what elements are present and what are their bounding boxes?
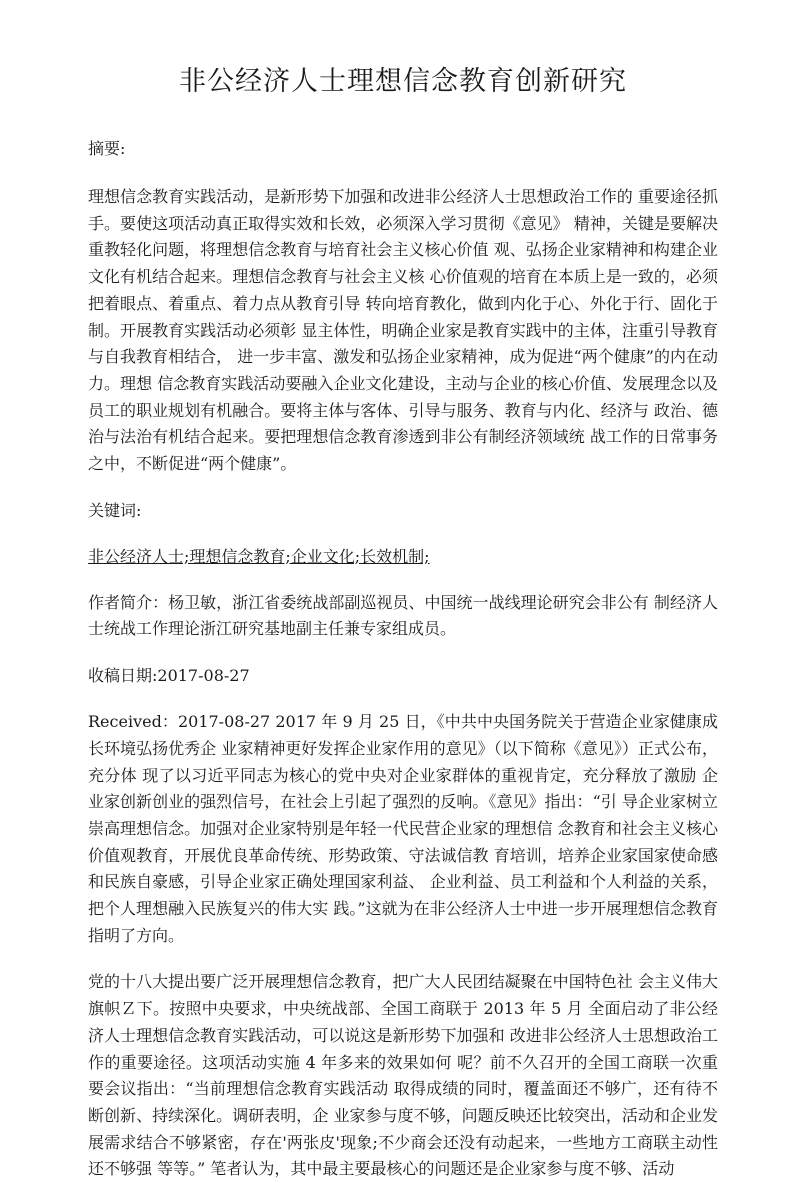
abstract-label: 摘要: [88, 139, 126, 158]
received-date: 收稿日期:2017-08-27 [88, 666, 250, 686]
abstract-text: 理想信念教育实践活动，是新形势下加强和改进非公经济人士思想政治工作的 重要途径抓手。要使这项活动真正取得实效和长效，必须深入学习贯彻《意见》 精神，关键是要解决重教轻化问题，将理想信念教育与培育社会主义核心价值 观、弘扬企业家精神和构建企业文化有机结合起来。理想信念教育与社会主义核 心价值观的培育在本质上是一致的，必须把着眼点、着重点、着力点从教育引导 转向培育教化，做到内化于心、外化于行、固化于制。开展教育实践活动必须彰 显主体性，明确企业家是教育实践中的主体，注重引导教育与自我教育相结合， 进一步丰富、激发和弘扬企业家精神，成为促进“两个健康”的内在动力。理想 信念教育实践活动要融入企业文化建设，主动与企业的核心价值、发展理念以及 员工的职业规划有机融合。要将主体与客体、引导与服务、教育与内化、经济与 政治、德治与法治有机结合起来。要把理想信念教育渗透到非公有制经济领域统 战工作的日常事务之中，不断促进“两个健康”。 [88, 187, 718, 474]
keywords-text[interactable]: 非公经济人士;理想信念教育;企业文化;长效机制; [88, 546, 430, 566]
author-bio: 作者简介：杨卫敏，浙江省委统战部副巡视员、中国统一战线理论研究会非公有 制经济人士统战工作理论浙江研究基地副主任兼专家组成员。 [88, 592, 718, 639]
keywords-label: 关键词: [88, 500, 142, 520]
paper-page [88, 62, 718, 1183]
body-paragraph-1: Received：2017-08-27 2017 年 9 月 25 日，《中共中央国务院关于营造企业家健康成长环境弘扬优秀企 业家精神更好发挥企业家作用的意见》（以下简称《意见》）正式公布，充分体 现了以习近平同志为核心的党中央对企业家群体的重视肯定，充分释放了激励 企业家创新创业的强烈信号，在社会上引起了强烈的反响。《意见》指出：“引 导企业家树立崇高理想信念。加强对企业家特别是年轻一代民营企业家的理想信 念教育和社会主义核心价值观教育，开展优良革命传统、形势政策、守法诚信教 育培训，培养企业家国家使命感和民族自豪感，引导企业家正确处理国家利益、 企业利益、员工利益和个人利益的关系，把个人理想融入民族复兴的伟大实 践。”这就为在非公经济人士中进一步开展理想信念教育指明了方向。 [88, 712, 718, 945]
body-paragraph-2: 党的十八大提出要广泛开展理想信念教育，把广大人民团结凝聚在中国特色社 会主义伟大旗帜Ｚ下。按照中央要求，中央统战部、全国工商联于 2013 年 5 月 全面启动了非公经济人士理想信念教育实践活动，可以说这是新形势下加强和 改进非公经济人士思想政治工作的重要途径。这项活动实施 4 年多来的效果如何 呢？前不久召开的全国工商联一次重要会议指出：“当前理想信念教育实践活动 取得成绩的同时，覆盖面还不够广，还有待不断创新、持续深化。调研表明，企 业家参与度不够，问题反映还比较突出，活动和企业发展需求结合不够紧密，存在'两张皮'现象;不少商会还没有动起来，一些地方工商联主动性还不够强 等等。” 笔者认为，其中最主要最核心的问题还是企业家参与度不够、活动 [88, 972, 718, 1179]
paper-title: 非公经济人士理想信念教育创新研究 [179, 66, 627, 97]
